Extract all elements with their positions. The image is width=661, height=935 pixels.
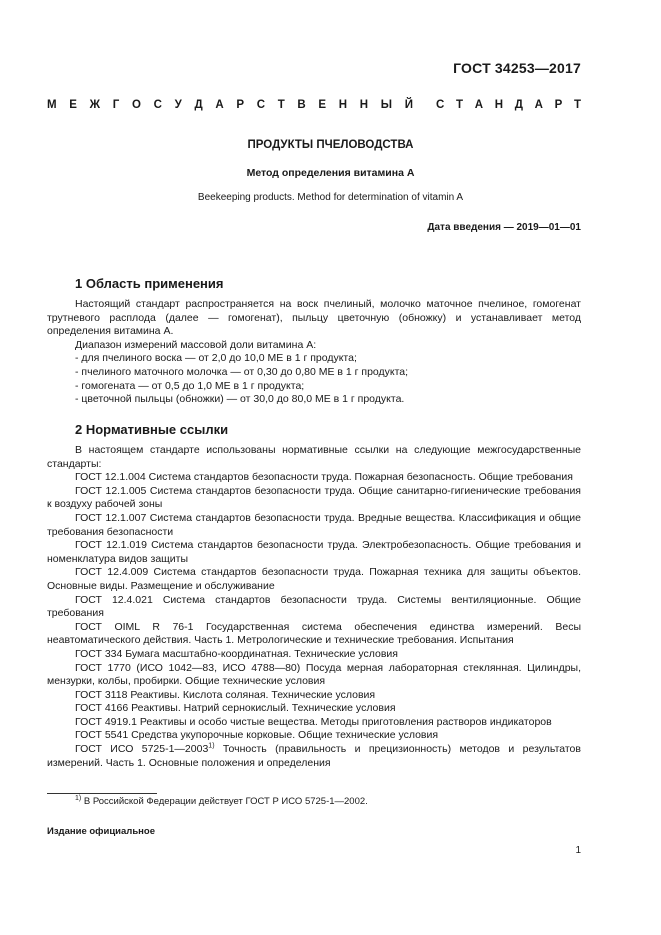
document-subtitle: Метод определения витамина А [246,167,415,179]
reference-item: ГОСТ 12.1.007 Система стандартов безопасности труда. Вредные вещества. Классификация и общие требования безопасности [47,511,581,538]
banner-letter: А [534,99,543,111]
banner-letter: А [474,99,484,111]
reference-item: ГОСТ 334 Бумага масштабно-координатная. Технические условия [75,647,398,660]
reference-item: ГОСТ 5541 Средства укупорочные корковые. Общие технические условия [75,729,439,742]
reference-item: ГОСТ 3118 Реактивы. Кислота соляная. Технические условия [75,688,376,701]
paragraph: Диапазон измерений массовой доли витамина А: [75,338,317,351]
reference-item: ГОСТ 12.4.009 Система стандартов безопасности труда. Пожарная техника для защиты объектов. Основные виды. Размещение и обслуживание [47,566,581,592]
standard-word [436,99,581,111]
banner-letter: С [153,99,162,111]
reference-item: ГОСТ 12.1.005 Система стандартов безопасности труда. Общие санитарно-гигиенические требования к воздуху рабочей зоны [47,484,581,511]
banner-letter: С [256,99,265,111]
document-title: ПРОДУКТЫ ПЧЕЛОВОДСТВА [247,139,414,151]
banner-letter: Ж [89,99,101,111]
banner-letter: Д [194,99,203,111]
banner-letter: Г [112,99,120,111]
edition-label: Издание официальное [47,826,155,837]
section-1-heading: 1 Область применения [75,276,224,291]
reference-item: ГОСТ 12.1.004 Система стандартов безопасности труда. Пожарная безопасность. Общие требования [75,471,573,484]
interstate-word [47,99,413,111]
banner-letter: Т [277,99,285,111]
footnote-divider [47,793,157,794]
footnote [75,796,368,807]
footnote-text: В Российской Федерации действует ГОСТ Р ИСО 5725-1—2002. [81,796,368,807]
banner-letter: Й [404,99,413,111]
footnote-mark: 1) [208,742,215,750]
page-number: 1 [575,845,581,856]
reference-item: ГОСТ OIML R 76-1 Государственная система обеспечения единства измерений. Весы неавтоматического действия. Часть 1. Метрологические и технические требования. Испытания [47,620,581,647]
introduction-date: Дата введения — 2019—01—01 [427,222,581,233]
section-1-body [47,298,581,407]
banner-letter: Н [494,99,504,111]
english-title: Beekeeping products. Method for determination of vitamin A [197,192,464,203]
list-item: - пчелиного маточного молочка — от 0,30 до 0,80 МЕ в 1 г продукта; [75,365,409,378]
footnote-mark: 1) [75,794,82,802]
banner-letter: Ы [380,99,393,111]
banner-letter: Е [318,99,327,111]
reference-suffix: Точность (правильность и прецизионность) методов и результатов измерений. Часть 1. Основные положения и определения [47,743,581,769]
banner-letter: В [297,99,306,111]
banner-letter: Н [338,99,348,111]
banner-letter: У [174,99,182,111]
banner-letter: А [215,99,224,111]
banner-letter: Е [69,99,77,111]
paragraph: В настоящем стандарте использованы нормативные ссылки на следующие межгосударственные стандарты: [47,444,581,470]
banner-letter: Т [573,99,581,111]
banner-letter: Н [359,99,369,111]
reference-item: ГОСТ 4919.1 Реактивы и особо чистые вещества. Методы приготовления растворов индикаторов [75,715,552,728]
reference-item: ГОСТ 12.4.021 Система стандартов безопасности труда. Системы вентиляционные. Общие требования [47,593,581,620]
banner-letter: Р [236,99,244,111]
banner-letter: О [131,99,141,111]
reference-item: ГОСТ 4166 Реактивы. Натрий сернокислый. Технические условия [75,702,396,715]
standard-number: ГОСТ 34253—2017 [453,60,581,76]
interstate-standard-label [47,99,581,111]
reference-item: ГОСТ 12.1.019 Система стандартов безопасности труда. Электробезопасность. Общие требования и номенклатура видов защиты [47,539,581,565]
banner-letter: Р [554,99,563,111]
list-item: - для пчелиного воска — от 2,0 до 10,0 МЕ в 1 г продукта; [75,352,357,365]
list-item: - гомогената — от 0,5 до 1,0 МЕ в 1 г продукта; [75,379,305,392]
banner-letter: С [436,99,445,111]
paragraph: Настоящий стандарт распространяется на воск пчелиный, молочко маточное пчелиное, гомогенат трутневого расплода (далее — гомогенат), пыльцу цветочную (обножку) и устанавливает метод определения витамина А. [47,298,581,338]
banner-letter: Д [514,99,523,111]
section-2-body [47,444,581,770]
banner-letter: Т [456,99,464,111]
list-item: - цветочной пыльцы (обножки) — от 30,0 до 80,0 МЕ в 1 г продукта. [75,393,405,406]
reference-prefix: ГОСТ ИСО 5725-1—2003 [75,743,209,756]
reference-item: ГОСТ 1770 (ИСО 1042—83, ИСО 4788—80) Посуда мерная лабораторная стеклянная. Цилиндры, мензурки, колбы, пробирки. Общие технические условия [47,661,581,688]
banner-letter: М [47,99,57,111]
reference-item-footnoted [47,743,581,770]
section-2-heading: 2 Нормативные ссылки [75,422,229,437]
